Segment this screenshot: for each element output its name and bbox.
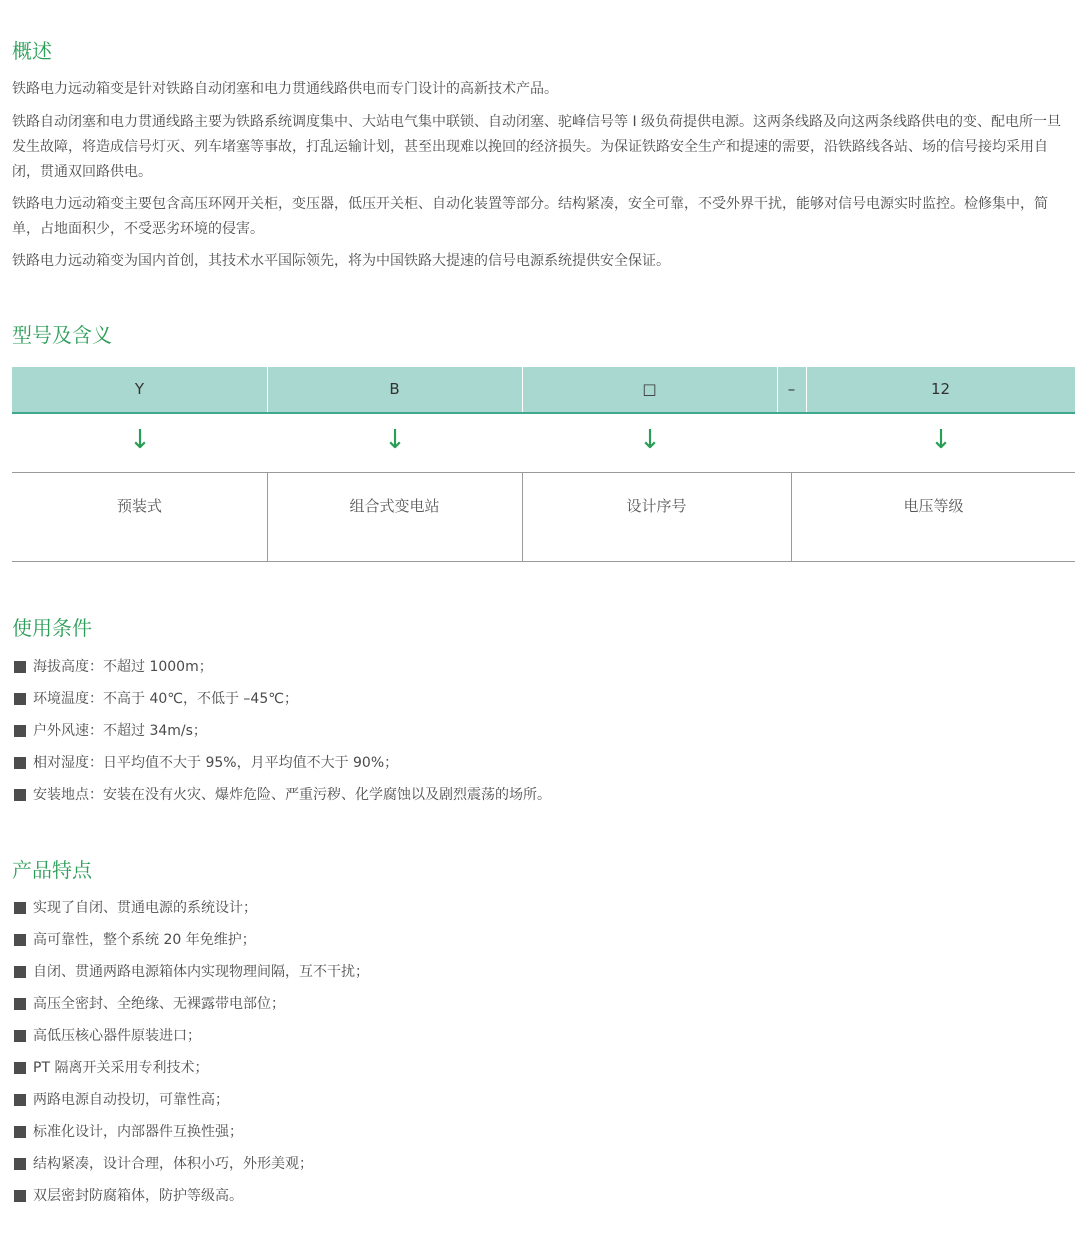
square-bullet-icon <box>14 725 26 737</box>
list-item <box>12 784 551 816</box>
list-item-text: 环境温度：不高于 40℃，不低于 –45℃； <box>33 691 298 707</box>
list-item-text: 安装地点：安装在没有火灾、爆炸危险、严重污秽、化学腐蚀以及剧烈震荡的场所。 <box>33 787 551 803</box>
square-bullet-icon <box>14 966 26 978</box>
list-item <box>12 752 551 784</box>
model-meaning-prefab: 预装式 <box>116 497 162 515</box>
square-bullet-icon <box>14 998 26 1010</box>
list-item-text: 两路电源自动投切，可靠性高； <box>33 1092 229 1108</box>
square-bullet-icon <box>14 1094 26 1106</box>
list-item <box>12 688 551 720</box>
list-item-text: 双层密封防腐箱体，防护等级高。 <box>33 1188 243 1204</box>
down-arrow-icon: ↓ <box>639 425 661 455</box>
list-item-text: 自闭、贯通两路电源箱体内实现物理间隔，互不干扰； <box>33 964 369 980</box>
list-item <box>12 993 369 1025</box>
square-bullet-icon <box>14 902 26 914</box>
list-item <box>12 1185 369 1217</box>
list-item <box>12 1025 369 1057</box>
conditions-list <box>12 656 551 816</box>
down-arrow-icon: ↓ <box>930 425 952 455</box>
list-item-text: PT 隔离开关采用专利技术； <box>33 1060 209 1076</box>
list-item <box>12 1153 369 1185</box>
down-arrow-icon: ↓ <box>384 425 406 455</box>
model-meaning-design-serial: 设计序号 <box>626 497 687 515</box>
list-item-text: 高低压核心器件原装进口； <box>33 1028 201 1044</box>
square-bullet-icon <box>14 1062 26 1074</box>
section-title-model: 型号及含义 <box>12 323 112 347</box>
list-item-text: 实现了自闭、贯通电源的系统设计； <box>33 900 257 916</box>
list-item <box>12 1057 369 1089</box>
square-bullet-icon <box>14 934 26 946</box>
square-bullet-icon <box>14 1126 26 1138</box>
list-item-text: 户外风速：不超过 34m/s； <box>33 723 207 739</box>
list-item <box>12 1089 369 1121</box>
list-item-text: 海拔高度：不超过 1000m； <box>33 659 213 675</box>
list-item <box>12 656 551 688</box>
square-bullet-icon <box>14 1158 26 1170</box>
overview-paragraph-3: 铁路电力远动箱变主要包含高压环网开关柜，变压器，低压开关柜、自动化装置等部分。结构紧凑，安全可靠，不受外界干扰，能够对信号电源实时监控。检修集中，简单，占地面积少，不受恶劣环境的侵害。 <box>12 196 1048 237</box>
square-bullet-icon <box>14 789 26 801</box>
features-list <box>12 897 369 1217</box>
list-item-text: 结构紧凑，设计合理，体积小巧，外形美观； <box>33 1156 313 1172</box>
square-bullet-icon <box>14 693 26 705</box>
overview-paragraph-1: 铁路电力远动箱变是针对铁路自动闭塞和电力贯通线路供电而专门设计的高新技术产品。 <box>12 81 558 97</box>
square-bullet-icon <box>14 1030 26 1042</box>
overview-paragraph-2: 铁路自动闭塞和电力贯通线路主要为铁路系统调度集中、大站电气集中联锁、自动闭塞、驼峰信号等 I 级负荷提供电源。这两条线路及向这两条线路供电的变、配电所一旦发生故障，将造成信号灯灭、列车堵塞等事故，打乱运输计划，甚至出现难以挽回的经济损失。为保证铁路安全生产和提速的需要，沿铁路线各站、场的信号接均采用自闭，贯通双回路供电。 <box>12 114 1062 180</box>
model-code-serial: □ <box>522 367 778 412</box>
list-item <box>12 961 369 993</box>
list-item-text: 标准化设计，内部器件互换性强； <box>33 1124 243 1140</box>
model-meaning-voltage-level: 电压等级 <box>903 497 964 515</box>
model-designation-table <box>12 367 1075 562</box>
table-divider <box>12 561 1075 562</box>
square-bullet-icon <box>14 661 26 673</box>
list-item <box>12 929 369 961</box>
square-bullet-icon <box>14 1190 26 1202</box>
section-title-overview: 概述 <box>12 39 52 63</box>
list-item <box>12 1121 369 1153</box>
square-bullet-icon <box>14 757 26 769</box>
section-title-features: 产品特点 <box>12 858 92 882</box>
list-item <box>12 720 551 752</box>
down-arrow-icon: ↓ <box>129 425 151 455</box>
overview-paragraph-4: 铁路电力远动箱变为国内首创，其技术水平国际领先，将为中国铁路大提速的信号电源系统提供安全保证。 <box>12 253 670 269</box>
section-title-conditions: 使用条件 <box>12 616 92 640</box>
model-code-voltage: 12 <box>930 380 951 398</box>
model-code-b: B <box>267 367 523 412</box>
model-code-dash: – <box>777 367 807 412</box>
list-item <box>12 897 369 929</box>
model-meaning-combined-substation: 组合式变电站 <box>349 497 440 515</box>
list-item-text: 相对湿度：日平均值不大于 95%，月平均值不大于 90%； <box>33 755 399 771</box>
list-item-text: 高压全密封、全绝缘、无裸露带电部位； <box>33 996 285 1012</box>
list-item-text: 高可靠性，整个系统 20 年免维护； <box>33 932 256 948</box>
model-code-y: Y <box>12 367 268 412</box>
